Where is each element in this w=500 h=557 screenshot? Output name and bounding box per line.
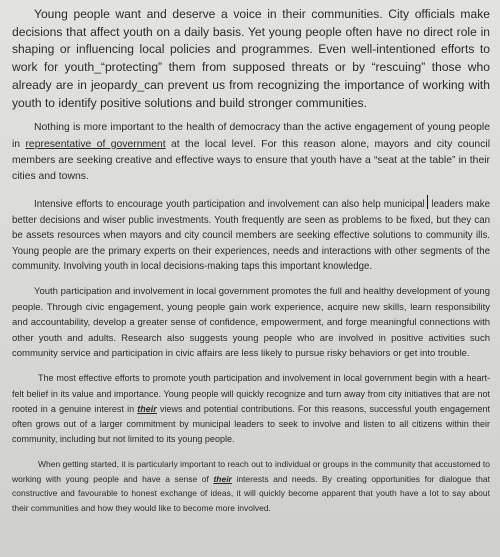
paragraph-text: views and potential contributions. For this reasons, successful youth engagement often grows out of a larger commitment by municipal leaders to seek to involve and listen to all citizens within their community, including but not limited to its young people. bbox=[12, 403, 490, 444]
paragraph-1 bbox=[12, 6, 490, 112]
underlined-text: representative of government bbox=[25, 138, 166, 150]
paragraph-text: leaders make better decisions and wiser public investments. Youth frequently are seen as problems to be fixed, but they can be assets resources when mayors and city council members are seeking effective solutions to community ills. Young people are the primary experts on their experiences, needs and interactions with other segments of the community. Involving youth in local decisions-making taps this important knowledge. bbox=[12, 199, 490, 273]
paragraph-text: Youth participation and involvement in local government promotes the full and healthy development of young people. Through civic engagement, young people gain work experience, acquire new skills, learn responsibility and accountability, develop a greater sense of confidence, empowerment, and forge meaningful connections with other youth and adults. Research also suggests young people who are involved in positive activities such community service and participation in civic affairs are less likely to pursue risky behaviors or get into trouble. bbox=[12, 286, 490, 360]
emphasized-word: their bbox=[213, 473, 232, 484]
paragraph-text: at the local level. For this reason alone, mayors and city council members are seeking creative and effective ways to ensure that youth have a “seat at the table” in their cities and towns. bbox=[12, 138, 491, 183]
paragraph-text: interests and needs. By creating opportunities for dialogue that constructive and favourable to honest exchange of ideas, it will quickly become apparent that youth have a lot to say about their communities and how they would like to become more involved. bbox=[12, 473, 490, 513]
paragraph-text: When getting started, it is particularly important to reach out to individual or groups in the community that accustomed to working with young people and have a sense of bbox=[12, 458, 490, 484]
paragraph-text: The most effective efforts to promote youth participation and involvement in local government begin with a heart-felt belief in its value and importance. Young people will quickly recognize and turn away from city initiatives that are not rooted in a genuine interest in bbox=[12, 373, 490, 414]
emphasized-word: their bbox=[137, 403, 157, 414]
paragraph-text: Nothing is more important to the health of democracy than the active engagement of young people in bbox=[12, 122, 490, 150]
paragraph-6 bbox=[12, 457, 490, 515]
paragraph-3 bbox=[12, 195, 490, 274]
paragraph-text: Young people want and deserve a voice in their communities. City officials make decisions that affect youth on a daily basis. Yet young people often have no direct role in shaping or influencing local policies and programmes. Even well-intentioned efforts to work for youth_“protecting” them from supposed threats or by “rescuing” those who already are in jeopardy_can prevent us from recognizing the importance of working with youth to identify positive solutions and build stronger communities. bbox=[12, 7, 490, 110]
paragraph-2 bbox=[12, 120, 490, 185]
paragraph-text: Intensive efforts to encourage youth participation and involvement can also help municipal bbox=[34, 199, 425, 211]
paragraph-4 bbox=[12, 284, 490, 361]
paragraph-5 bbox=[12, 371, 490, 446]
